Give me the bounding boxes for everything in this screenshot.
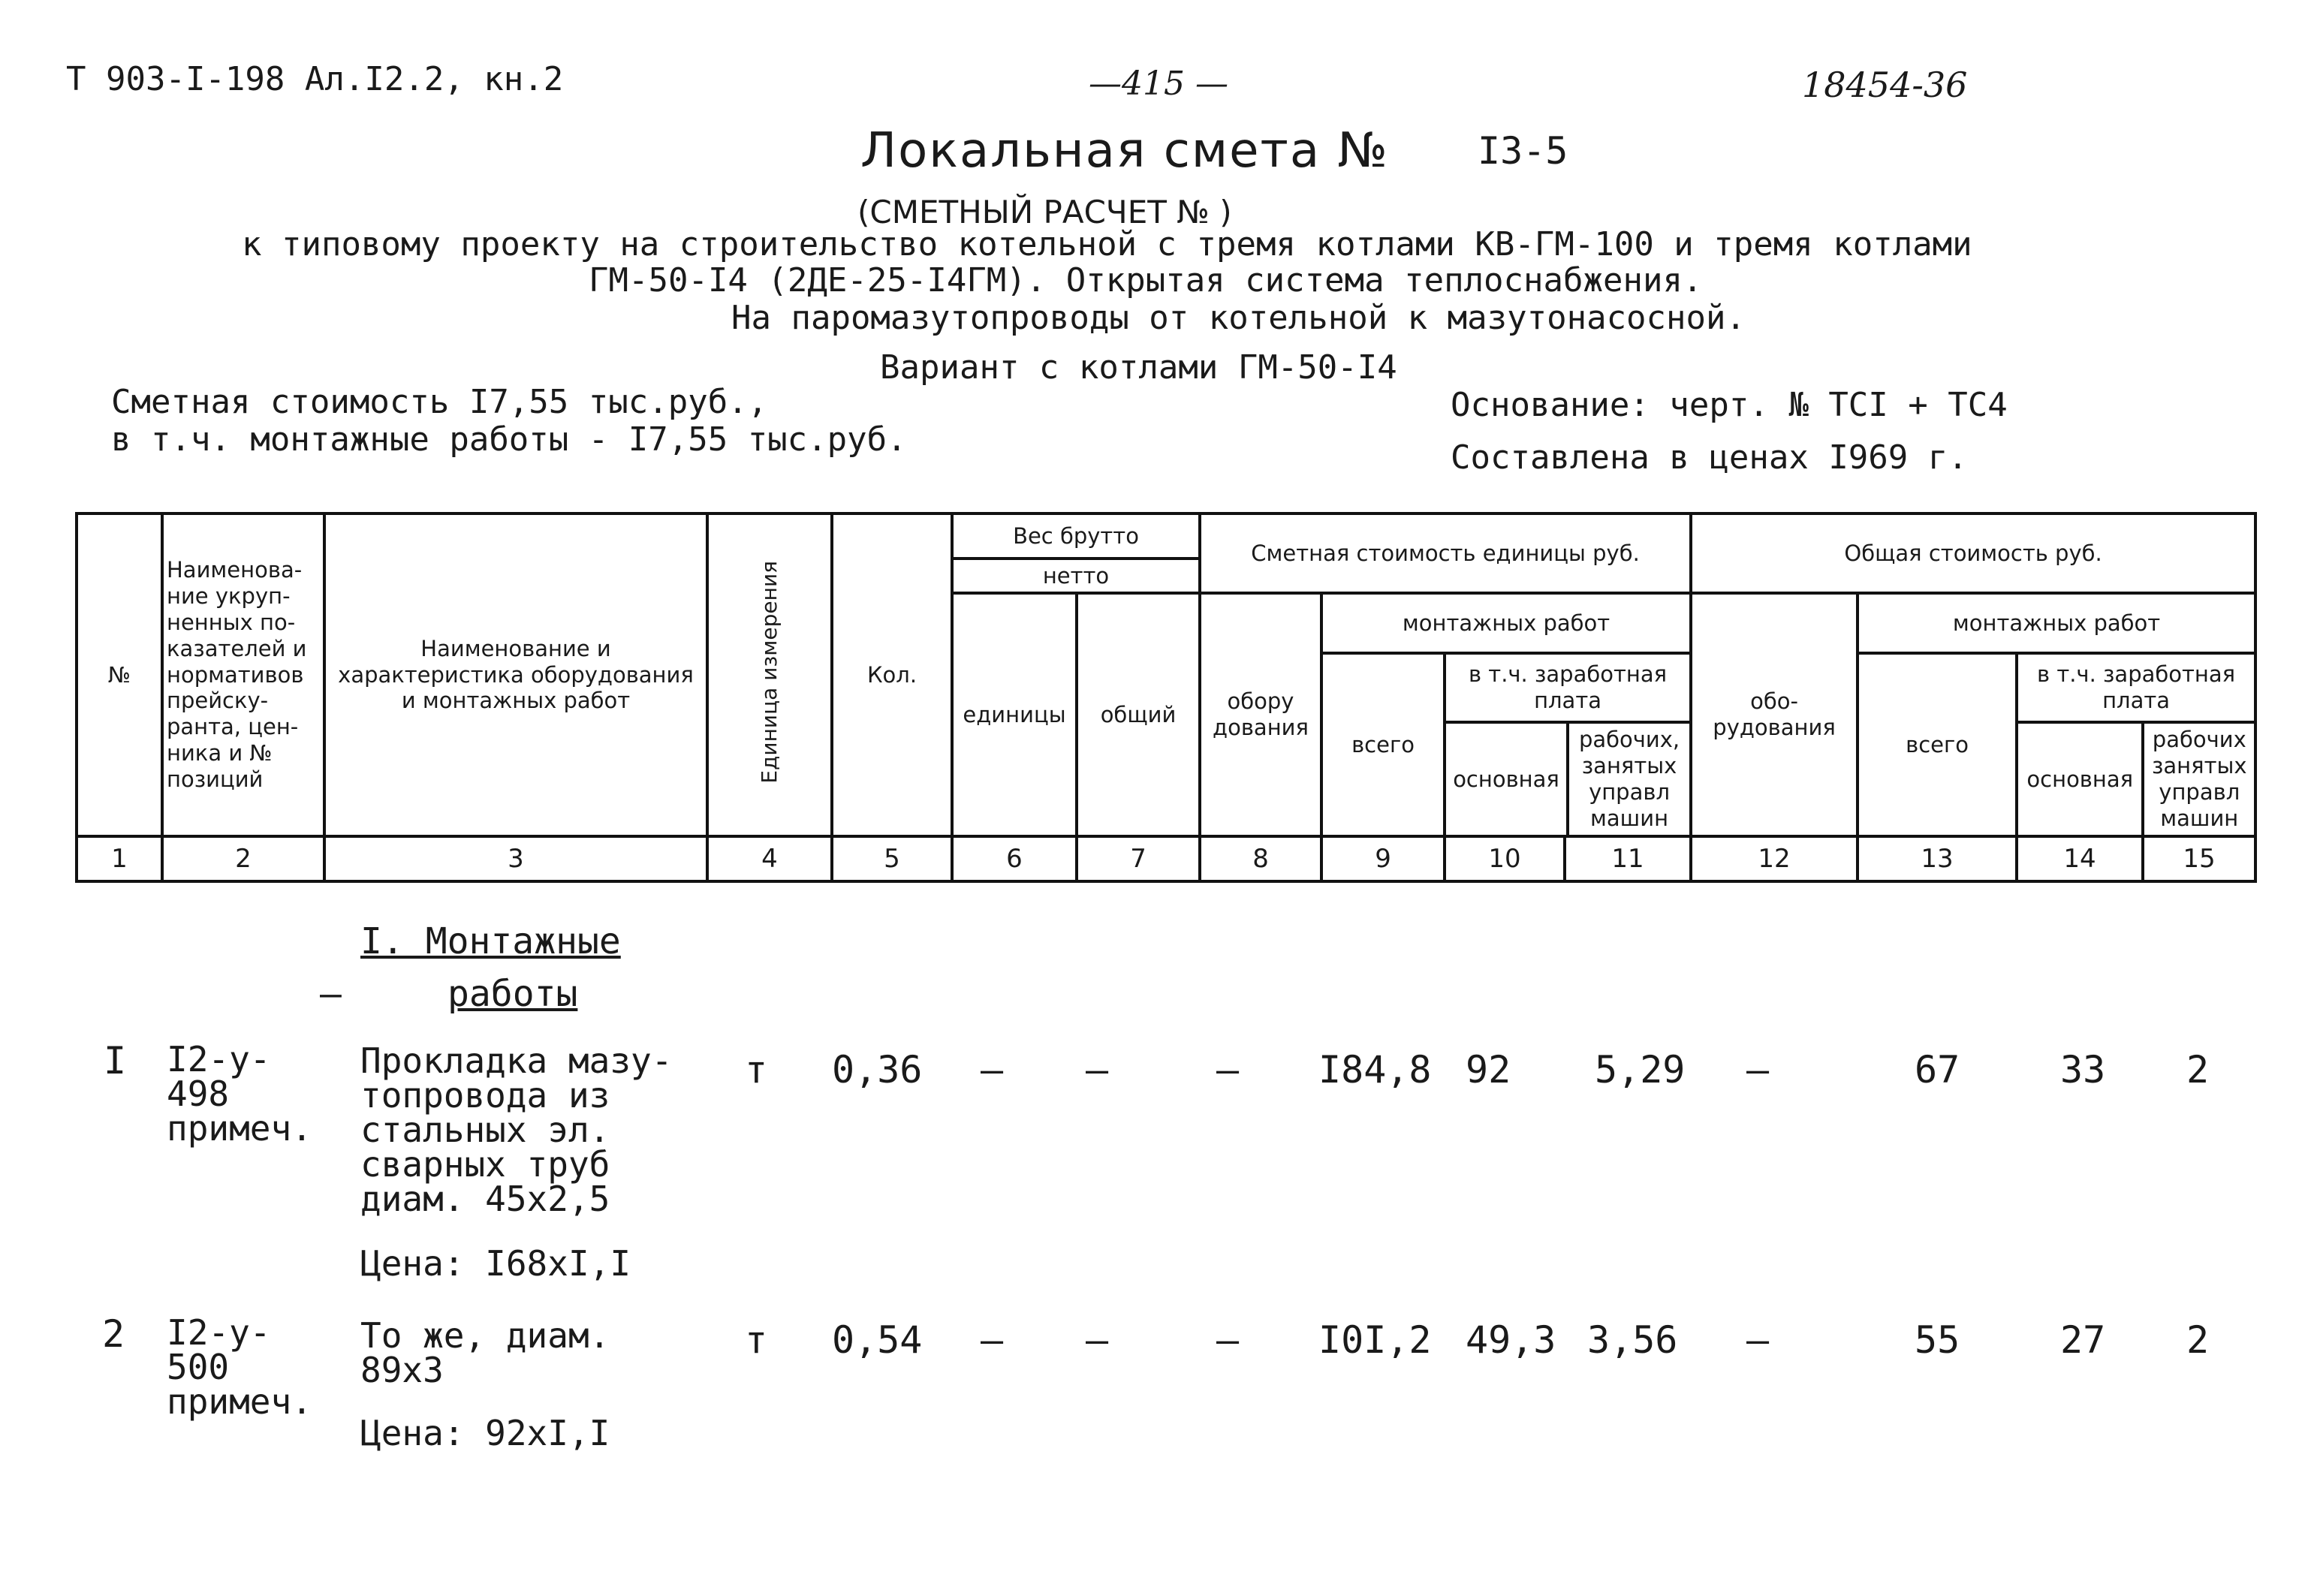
col-header-weight-gross: Вес брутто bbox=[952, 513, 1200, 559]
col-header-montage-unit: монтажных работ bbox=[1321, 593, 1691, 653]
section-dash: — bbox=[320, 973, 342, 1015]
row-wage-mach-total: 2 bbox=[2186, 1048, 2210, 1092]
estimate-subtitle: (СМЕТНЫЙ РАСЧЕТ № ) bbox=[857, 194, 1232, 230]
basis-drawings: Основание: черт. № ТСI + ТС4 bbox=[1451, 386, 2008, 424]
row-norm-code: I2-у- 500 примеч. bbox=[167, 1312, 312, 1422]
row-wage-main-total: 33 bbox=[2060, 1048, 2106, 1092]
row-montage-unit: I84,8 bbox=[1318, 1048, 1432, 1092]
col-header-unit bbox=[707, 513, 832, 836]
montage-cost: в т.ч. монтажные работы - I7,55 тыс.руб. bbox=[111, 420, 907, 459]
column-number: 11 bbox=[1565, 836, 1691, 881]
col-header-weight-net: нетто bbox=[952, 559, 1200, 593]
col-header-wage-unit-group bbox=[1445, 653, 1691, 836]
col-header-wage-total: в т.ч. заработная плата bbox=[2018, 655, 2254, 722]
estimated-cost: Сметная стоимость I7,55 тыс.руб., bbox=[111, 383, 768, 421]
row-work-name: Прокладка мазу- топровода из стальных эл. сварных труб диам. 45х2,5 bbox=[360, 1040, 673, 1219]
price-year: Составлена в ценах I969 г. bbox=[1451, 438, 1968, 477]
col-header-montage-all-total: всего bbox=[1858, 653, 2017, 836]
column-number: 15 bbox=[2143, 836, 2255, 881]
col-header-work-name: Наименование и характеристика оборудования и монтажных работ bbox=[324, 513, 707, 836]
col-header-wage-main-total: основная bbox=[2018, 722, 2143, 835]
column-number: 10 bbox=[1445, 836, 1565, 881]
estimate-table-header bbox=[75, 512, 2257, 883]
row-wage-mach-unit: 3,56 bbox=[1587, 1318, 1678, 1362]
col-header-weight-total: общий bbox=[1077, 593, 1200, 836]
column-number: 13 bbox=[1858, 836, 2017, 881]
row-equipment-unit: – bbox=[1216, 1318, 1240, 1362]
col-header-wage-mach-unit: рабочих, занятых управл машин bbox=[1578, 727, 1680, 831]
row-price: Цена: I68хI,I bbox=[360, 1243, 631, 1284]
row-number: I bbox=[104, 1039, 127, 1083]
row-work-name: То же, диам. 89х3 bbox=[360, 1315, 610, 1390]
row-wage-main-total: 27 bbox=[2060, 1318, 2106, 1362]
section-title: I. Монтажные bbox=[360, 920, 621, 962]
row-equipment-unit: – bbox=[1216, 1048, 1240, 1092]
column-number: 9 bbox=[1321, 836, 1445, 881]
row-number: 2 bbox=[102, 1312, 125, 1356]
col-header-wage-main-unit: основная bbox=[1446, 722, 1568, 835]
col-header-wage-unit: в т.ч. заработная плата bbox=[1446, 655, 1689, 722]
col-header-unit-text: Единица измерения bbox=[757, 560, 782, 784]
column-number: 6 bbox=[952, 836, 1077, 881]
row-weight-unit: – bbox=[981, 1048, 1004, 1092]
estimate-number: I3-5 bbox=[1478, 129, 1568, 173]
col-header-total-cost: Общая стоимость руб. bbox=[1691, 513, 2255, 593]
row-unit: т bbox=[745, 1318, 768, 1362]
col-header-unit-cost: Сметная стоимость единицы руб. bbox=[1200, 513, 1691, 593]
row-weight-unit: – bbox=[981, 1318, 1004, 1362]
row-montage-total: 55 bbox=[1915, 1318, 1960, 1362]
column-number: 5 bbox=[832, 836, 952, 881]
row-montage-unit: I0I,2 bbox=[1318, 1318, 1432, 1362]
row-quantity: 0,54 bbox=[832, 1318, 923, 1362]
row-norm-code: I2-у- 498 примеч. bbox=[167, 1039, 312, 1149]
row-wage-mach-total: 2 bbox=[2186, 1318, 2210, 1362]
project-description-line3: На паромазутопроводы от котельной к мазутонасосной. bbox=[731, 299, 1746, 337]
estimate-title: Локальная смета № bbox=[860, 123, 1389, 179]
row-equipment-total: – bbox=[1746, 1318, 1770, 1362]
col-header-montage-total: монтажных работ bbox=[1858, 593, 2255, 653]
column-number: 3 bbox=[324, 836, 707, 881]
section-title-continued: работы bbox=[447, 973, 578, 1015]
col-header-quantity: Кол. bbox=[832, 513, 952, 836]
col-header-norm-code: Наименова-ние укруп-ненных по-казателей и нормативов прейску-ранта, цен-ника и № позиций bbox=[162, 513, 324, 836]
document-reference: Т 903-I-198 Ал.I2.2, кн.2 bbox=[66, 60, 564, 98]
column-number: 8 bbox=[1200, 836, 1321, 881]
col-header-montage-all-unit: всего bbox=[1321, 653, 1445, 836]
column-number: 7 bbox=[1077, 836, 1200, 881]
row-price: Цена: 92хI,I bbox=[360, 1413, 610, 1453]
row-weight-total: – bbox=[1086, 1318, 1109, 1362]
col-header-equipment-unit: обору дования bbox=[1200, 593, 1321, 836]
row-wage-main-unit: 49,3 bbox=[1466, 1318, 1556, 1362]
column-number: 4 bbox=[707, 836, 832, 881]
column-number: 1 bbox=[77, 836, 162, 881]
variant-label: Вариант с котлами ГМ-50-I4 bbox=[880, 348, 1397, 387]
page-number: —415 — bbox=[1089, 65, 1228, 103]
column-number: 12 bbox=[1691, 836, 1858, 881]
col-header-wage-total-group bbox=[2017, 653, 2255, 836]
row-weight-total: – bbox=[1086, 1048, 1109, 1092]
row-montage-total: 67 bbox=[1915, 1048, 1960, 1092]
column-numbers-row bbox=[77, 836, 2255, 881]
col-header-number: № bbox=[77, 513, 162, 836]
col-header-equipment-total: обо-рудования bbox=[1691, 593, 1858, 836]
project-description-line1: к типовому проекту на строительство котельной с тремя котлами КВ-ГМ-100 и тремя котлами bbox=[242, 225, 1972, 263]
row-equipment-total: – bbox=[1746, 1048, 1770, 1092]
row-wage-main-unit: 92 bbox=[1466, 1048, 1511, 1092]
column-number: 2 bbox=[162, 836, 324, 881]
row-unit: т bbox=[745, 1048, 768, 1092]
project-description-line2: ГМ-50-I4 (2ДЕ-25-I4ГМ). Открытая система теплоснабжения. bbox=[589, 261, 1703, 300]
document-code: 18454-36 bbox=[1802, 65, 1968, 105]
col-header-wage-mach-total: рабочих занятых управл машин bbox=[2151, 727, 2247, 831]
col-header-weight-unit: единицы bbox=[952, 593, 1077, 836]
row-quantity: 0,36 bbox=[832, 1048, 923, 1092]
row-wage-mach-unit: 5,29 bbox=[1595, 1048, 1686, 1092]
column-number: 14 bbox=[2017, 836, 2143, 881]
